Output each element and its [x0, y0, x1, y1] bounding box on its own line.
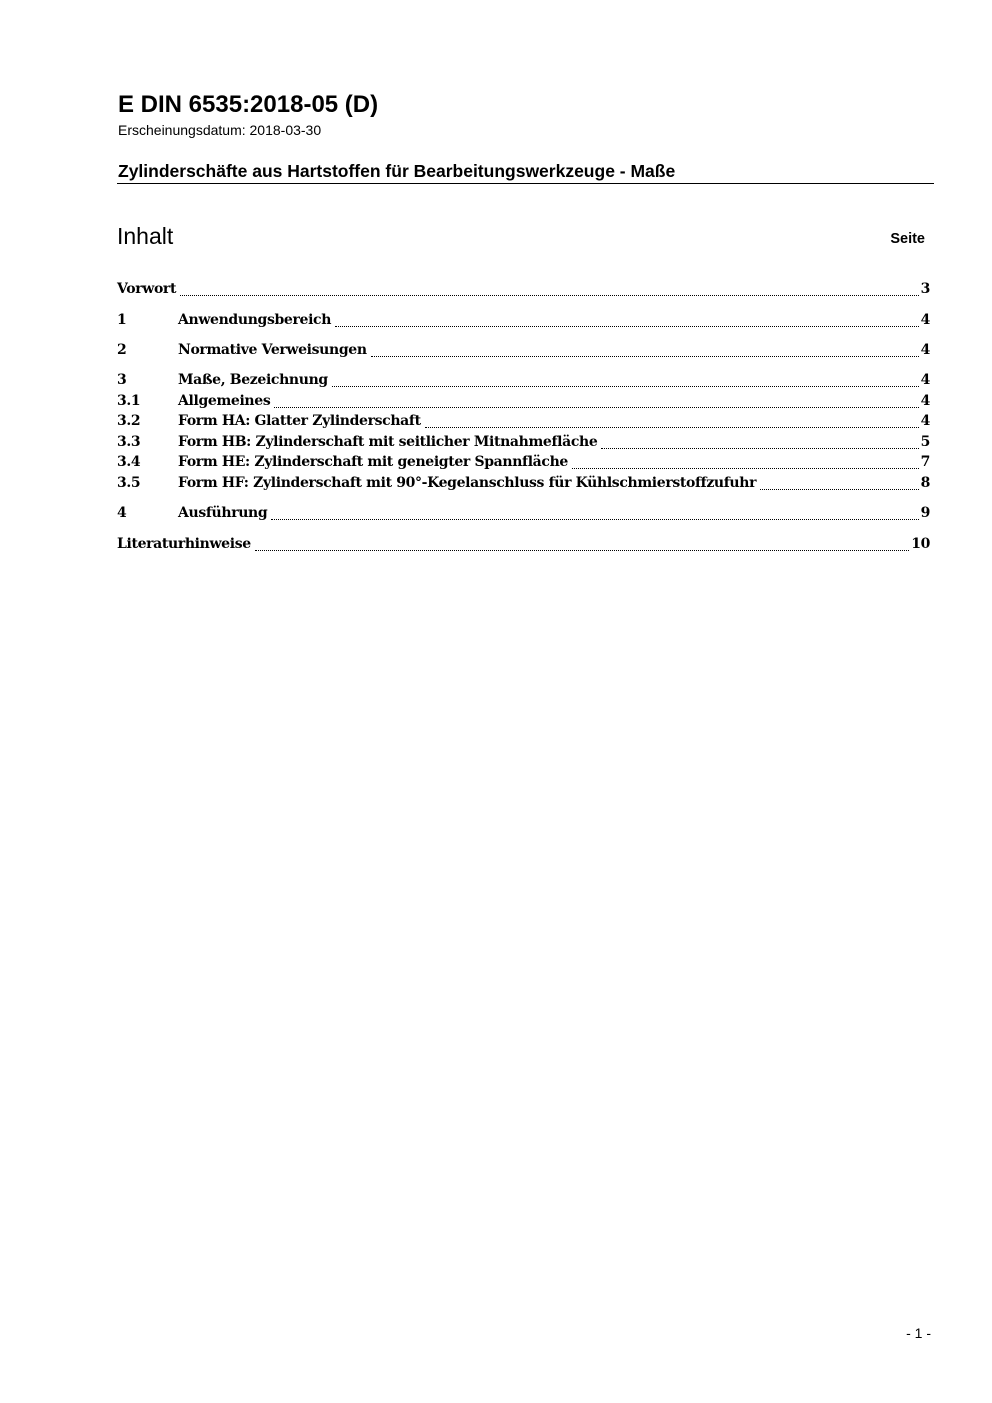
- toc-leader-dots: [371, 354, 919, 357]
- toc-entry-page: 8: [920, 475, 930, 491]
- toc-entry-title: Allgemeines: [178, 393, 271, 409]
- toc-entry-number: 3.2: [117, 413, 141, 429]
- toc-leader-dots: [332, 384, 919, 387]
- document-title: Zylinderschäfte aus Hartstoffen für Bearbeitungswerkzeuge - Maße: [118, 161, 676, 181]
- toc-entry-number: 3.5: [117, 475, 141, 491]
- toc-entry-page: 7: [920, 454, 930, 470]
- table-of-contents: [117, 0, 930, 1403]
- toc-leader-dots: [255, 548, 909, 551]
- toc-entry-4[interactable]: [117, 503, 930, 523]
- toc-entry-number: 1: [117, 312, 127, 328]
- toc-entry-page: 4: [920, 393, 930, 409]
- toc-entry-3-2[interactable]: [117, 411, 930, 431]
- toc-entry-title: Literaturhinweise: [117, 536, 251, 552]
- toc-entry-page: 9: [920, 505, 930, 521]
- toc-entry-number: 3: [117, 372, 127, 388]
- toc-entry-page: 4: [920, 413, 930, 429]
- toc-entry-title: Anwendungsbereich: [178, 312, 332, 328]
- toc-entry-3[interactable]: [117, 370, 930, 390]
- toc-entry-title: Form HA: Glatter Zylinderschaft: [178, 413, 421, 429]
- toc-entry-3-1[interactable]: [117, 391, 930, 411]
- toc-entry-1[interactable]: [117, 310, 930, 330]
- toc-entry-page: 5: [920, 434, 930, 450]
- footer-page-number: - 1 -: [906, 1325, 931, 1341]
- toc-entry-page: 4: [920, 342, 930, 358]
- toc-entry-number: 3.4: [117, 454, 141, 470]
- toc-entry-title: Form HB: Zylinderschaft mit seitlicher Mitnahmefläche: [178, 434, 598, 450]
- toc-entry-number: 3.3: [117, 434, 141, 450]
- toc-entry-foreword[interactable]: [117, 279, 930, 299]
- publication-date: Erscheinungsdatum: 2018-03-30: [118, 122, 322, 138]
- toc-entry-number: 2: [117, 342, 127, 358]
- toc-entry-3-4[interactable]: [117, 452, 930, 472]
- toc-entry-number: 4: [117, 505, 127, 521]
- toc-entry-title: Form HF: Zylinderschaft mit 90°-Kegelanschluss für Kühlschmierstoffzufuhr: [178, 475, 757, 491]
- toc-entry-title: Ausführung: [178, 505, 268, 521]
- toc-leader-dots: [425, 425, 919, 428]
- toc-entry-page: 4: [920, 312, 930, 328]
- toc-leader-dots: [760, 487, 918, 490]
- toc-entry-number: 3.1: [117, 393, 141, 409]
- toc-entry-page: 10: [911, 536, 930, 552]
- toc-entry-page: 3: [920, 281, 930, 297]
- toc-entry-title: Normative Verweisungen: [178, 342, 367, 358]
- toc-entry-2[interactable]: [117, 340, 930, 360]
- toc-entry-page: 4: [920, 372, 930, 388]
- toc-entry-3-5[interactable]: [117, 473, 930, 493]
- toc-leader-dots: [572, 466, 919, 469]
- toc-leader-dots: [274, 405, 918, 408]
- toc-leader-dots: [601, 446, 918, 449]
- toc-leader-dots: [271, 517, 918, 520]
- document-id: E DIN 6535:2018-05 (D): [118, 91, 379, 118]
- toc-heading: Inhalt: [117, 223, 174, 249]
- toc-entry-title: Maße, Bezeichnung: [178, 372, 328, 388]
- toc-entry-3-3[interactable]: [117, 432, 930, 452]
- toc-leader-dots: [335, 324, 919, 327]
- toc-page-column-label: Seite: [890, 231, 925, 247]
- toc-leader-dots: [180, 293, 919, 296]
- toc-entry-title: Form HE: Zylinderschaft mit geneigter Spannfläche: [178, 454, 568, 470]
- toc-entry-title: Vorwort: [117, 281, 177, 297]
- toc-entry-bibliography[interactable]: [117, 534, 930, 554]
